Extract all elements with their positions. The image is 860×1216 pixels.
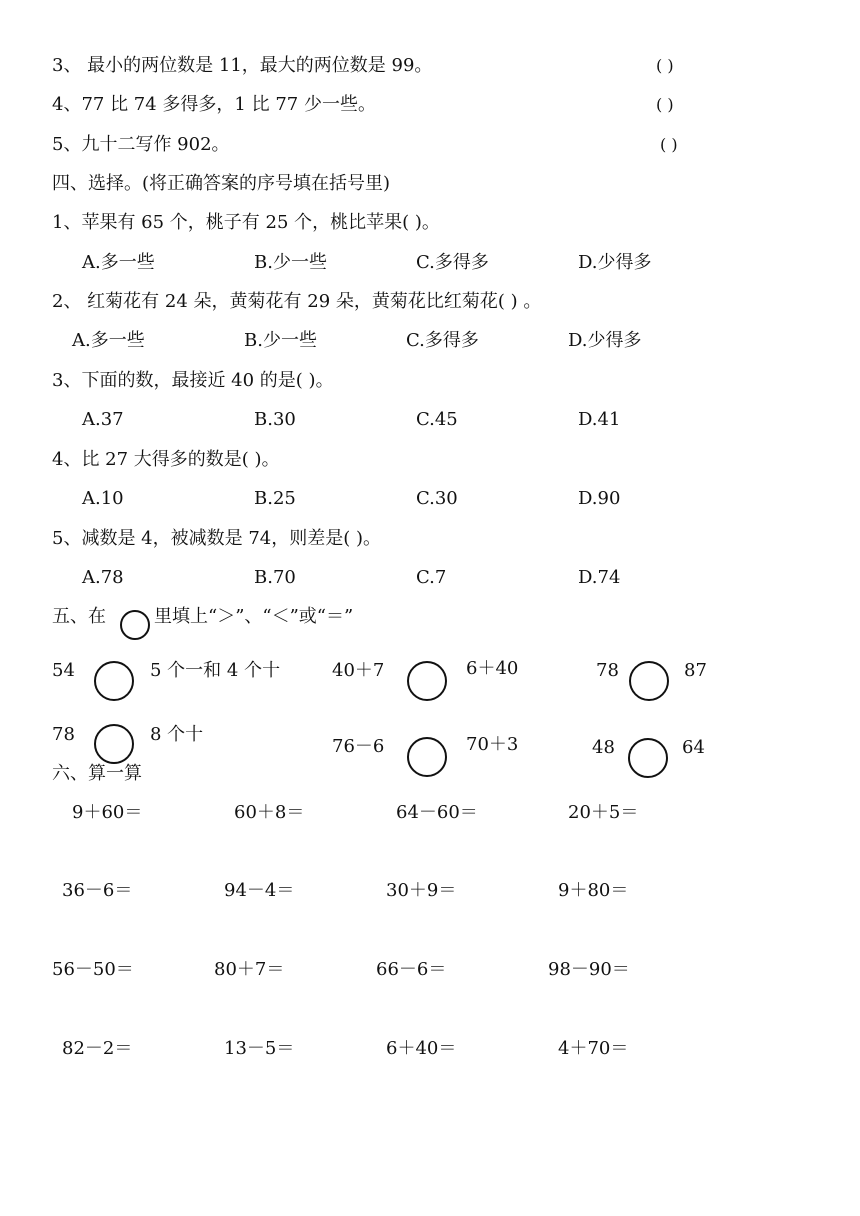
compare-circle-blank[interactable]: [94, 724, 134, 764]
circle-icon: [120, 610, 150, 640]
choice-option[interactable]: C.45: [416, 409, 458, 430]
answer-paren[interactable]: ( ): [660, 135, 678, 154]
choice-question-4: 4、比 27 大得多的数是( )。: [52, 449, 280, 470]
choice-option[interactable]: D.少得多: [568, 330, 642, 351]
compare-right: 8 个十: [150, 724, 204, 745]
choice-question-1: 1、苹果有 65 个，桃子有 25 个，桃比苹果( )。: [52, 212, 440, 233]
calc-problem[interactable]: 94－4＝: [224, 880, 295, 901]
choice-question-5: 5、减数是 4，被减数是 74，则差是( )。: [52, 528, 382, 549]
calc-problem[interactable]: 4＋70＝: [558, 1038, 629, 1059]
calc-problem[interactable]: 80＋7＝: [214, 959, 285, 980]
judge-item-5: 5、九十二写作 902。: [52, 134, 230, 155]
compare-circle-blank[interactable]: [629, 661, 669, 701]
answer-paren[interactable]: ( ): [656, 56, 674, 75]
choice-option[interactable]: B.30: [254, 409, 296, 430]
calc-problem[interactable]: 82－2＝: [62, 1038, 133, 1059]
choice-option[interactable]: D.41: [578, 409, 621, 430]
compare-circle-blank[interactable]: [407, 661, 447, 701]
choice-option[interactable]: D.90: [578, 488, 621, 509]
calc-problem[interactable]: 60＋8＝: [234, 802, 305, 823]
compare-circle-blank[interactable]: [94, 661, 134, 701]
compare-left: 54: [52, 660, 75, 681]
compare-circle-blank[interactable]: [628, 738, 668, 778]
section-five-heading-start: 五、在: [52, 606, 106, 627]
choice-option[interactable]: C.30: [416, 488, 458, 509]
calc-problem[interactable]: 98－90＝: [548, 959, 630, 980]
calc-problem[interactable]: 64－60＝: [396, 802, 478, 823]
answer-paren[interactable]: ( ): [656, 95, 674, 114]
calc-problem[interactable]: 9＋60＝: [72, 802, 143, 823]
compare-right: 6＋40: [466, 658, 519, 679]
compare-left: 78: [596, 660, 619, 681]
calc-problem[interactable]: 13－5＝: [224, 1038, 295, 1059]
choice-option[interactable]: B.25: [254, 488, 296, 509]
compare-right: 5 个一和 4 个十: [150, 660, 281, 681]
section-four-heading: 四、选择。(将正确答案的序号填在括号里): [52, 173, 391, 194]
compare-left: 48: [592, 737, 615, 758]
compare-left: 40＋7: [332, 660, 385, 681]
judge-item-3: 3、 最小的两位数是 11，最大的两位数是 99。: [52, 55, 433, 76]
choice-option[interactable]: B.少一些: [244, 330, 317, 351]
calc-problem[interactable]: 36－6＝: [62, 880, 133, 901]
compare-right: 87: [684, 660, 707, 681]
choice-option[interactable]: C.多得多: [406, 330, 479, 351]
calc-problem[interactable]: 9＋80＝: [558, 880, 629, 901]
choice-option[interactable]: A.78: [82, 567, 124, 588]
compare-left: 76－6: [332, 736, 385, 757]
choice-option[interactable]: B.70: [254, 567, 296, 588]
judge-item-4: 4、77 比 74 多得多，1 比 77 少一些。: [52, 94, 376, 115]
choice-option[interactable]: D.74: [578, 567, 621, 588]
compare-circle-blank[interactable]: [407, 737, 447, 777]
calc-problem[interactable]: 6＋40＝: [386, 1038, 457, 1059]
choice-option[interactable]: A.10: [82, 488, 124, 509]
choice-option[interactable]: A.多一些: [72, 330, 145, 351]
section-six-heading: 六、算一算: [52, 763, 142, 784]
choice-question-3: 3、下面的数，最接近 40 的是( )。: [52, 370, 334, 391]
choice-option[interactable]: D.少得多: [578, 252, 652, 273]
section-five-heading-end: 里填上“＞”、“＜”或“＝”: [154, 606, 354, 627]
choice-question-2: 2、 红菊花有 24 朵，黄菊花有 29 朵，黄菊花比红菊花( ) 。: [52, 291, 542, 312]
choice-option[interactable]: B.少一些: [254, 252, 327, 273]
calc-problem[interactable]: 66－6＝: [376, 959, 447, 980]
compare-right: 64: [682, 737, 705, 758]
calc-problem[interactable]: 30＋9＝: [386, 880, 457, 901]
compare-right: 70＋3: [466, 734, 519, 755]
choice-option[interactable]: C.7: [416, 567, 447, 588]
calc-problem[interactable]: 20＋5＝: [568, 802, 639, 823]
compare-left: 78: [52, 724, 75, 745]
calc-problem[interactable]: 56－50＝: [52, 959, 134, 980]
choice-option[interactable]: C.多得多: [416, 252, 489, 273]
choice-option[interactable]: A.37: [82, 409, 124, 430]
choice-option[interactable]: A.多一些: [82, 252, 155, 273]
